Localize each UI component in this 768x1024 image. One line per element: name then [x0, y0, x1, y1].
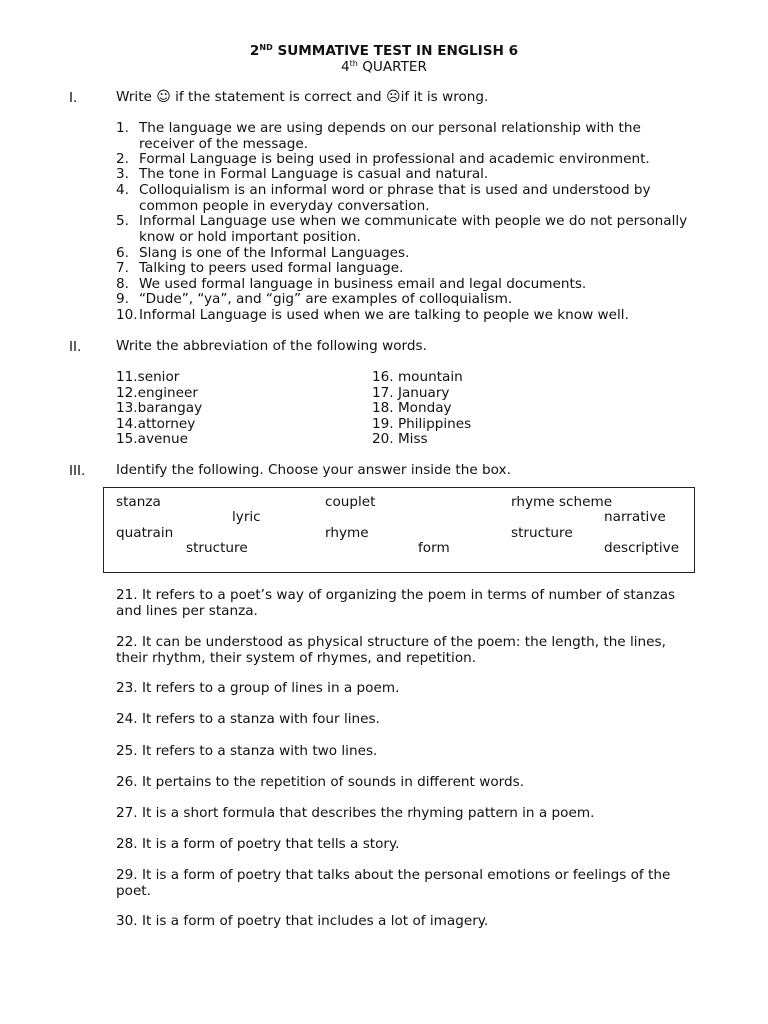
question-line: 25. It refers to a stanza with two lines. [116, 743, 378, 759]
statement-line: know or hold important position. [139, 228, 361, 245]
choice-descriptive: descriptive [604, 540, 680, 556]
statement-line: Talking to peers used formal language. [139, 260, 404, 276]
question-item [116, 712, 716, 728]
smile-icon: ☺ [156, 89, 171, 105]
section-3-instruction: Identify the following. Choose your answer inside the box. [116, 462, 511, 478]
statement-item [139, 308, 629, 324]
item-number: 8. [116, 276, 129, 292]
question-line: 30. It is a form of poetry that includes a lot of imagery. [116, 913, 489, 929]
test-title: 2ND SUMMATIVE TEST IN ENGLISH 6 [249, 43, 519, 59]
statement-line: Formal Language is being used in professional and academic environment. [139, 151, 650, 167]
choice-rhyme-scheme: rhyme scheme [511, 494, 613, 510]
question-line: 24. It refers to a stanza with four lines. [116, 711, 380, 727]
choice-narrative: narrative [604, 509, 666, 525]
frown-icon: ☹ [385, 89, 401, 105]
item-number: 4. [116, 182, 129, 198]
item-number: 10. [116, 307, 138, 323]
question-line: 22. It can be understood as physical structure of the poem: the length, the lines, [116, 634, 666, 650]
question-item [116, 588, 716, 619]
choice-rhyme: rhyme [325, 525, 369, 541]
statement-line: Informal Language is used when we are talking to people we know well. [139, 307, 629, 323]
abbrev-word: 13.barangay [116, 400, 203, 416]
question-item [116, 837, 716, 853]
question-item [116, 775, 716, 791]
question-line: 21. It refers to a poet’s way of organizing the poem in terms of number of stanzas [116, 587, 676, 603]
item-number: 7. [116, 260, 129, 276]
question-item [116, 681, 716, 697]
question-line: poet. [116, 882, 151, 899]
abbrev-word: 11.senior [116, 369, 180, 385]
statement-line: The tone in Formal Language is casual and natural. [139, 166, 489, 182]
choice-stanza: stanza [116, 494, 161, 510]
abbrev-word: 17. January [372, 384, 450, 401]
statement-line: Informal Language use when we communicate with people we do not personally [139, 213, 688, 229]
abbrev-word: 18. Monday [372, 400, 452, 416]
choice-couplet: couplet [325, 494, 376, 510]
question-item [116, 744, 716, 760]
item-number: 1. [116, 120, 129, 136]
item-number: 9. [116, 291, 129, 307]
choice-structure: structure [511, 525, 573, 541]
question-line: 23. It refers to a group of lines in a poem. [116, 680, 400, 696]
item-number: 3. [116, 166, 129, 182]
statement-line: “Dude”, “ya”, and “gig” are examples of colloquialism. [139, 291, 513, 307]
statement-item [139, 167, 488, 183]
question-line: their rhythm, their system of rhymes, and repetition. [116, 649, 477, 666]
choice-form: form [418, 540, 450, 556]
choice-lyric: lyric [232, 509, 261, 525]
section-3-numeral: III. [69, 463, 86, 479]
question-item [116, 806, 716, 822]
question-item [116, 914, 716, 930]
statement-line: Colloquialism is an informal word or phrase that is used and understood by [139, 182, 651, 198]
statement-line: Slang is one of the Informal Languages. [139, 245, 410, 261]
statement-item [139, 292, 512, 308]
abbrev-word: 16. mountain [372, 369, 463, 385]
statement-line: The language we are using depends on our personal relationship with the [139, 120, 641, 136]
question-line: 27. It is a short formula that describes the rhyming pattern in a poem. [116, 805, 595, 821]
question-line: 29. It is a form of poetry that talks about the personal emotions or feelings of the [116, 867, 671, 883]
quarter-label: 4th QUARTER [341, 59, 427, 75]
abbrev-word: 19. Philippines [372, 415, 472, 432]
answer-choices-box [103, 487, 695, 573]
question-item [116, 868, 716, 899]
choice-structure-2: structure [186, 540, 248, 556]
question-line: 26. It pertains to the repetition of sounds in different words. [116, 774, 525, 790]
section-2-instruction: Write the abbreviation of the following words. [116, 338, 427, 354]
section-2-numeral: II. [69, 339, 82, 355]
statement-item [139, 121, 641, 152]
statement-line: receiver of the message. [139, 135, 309, 152]
statement-line: common people in everyday conversation. [139, 197, 430, 214]
statement-item [139, 183, 651, 214]
section-1-numeral: I. [69, 90, 78, 106]
item-number: 5. [116, 213, 129, 229]
abbrev-word: 20. Miss [372, 431, 428, 447]
statement-item [139, 261, 403, 277]
statement-line: We used formal language in business email and legal documents. [139, 276, 587, 292]
question-line: and lines per stanza. [116, 602, 258, 619]
item-number: 2. [116, 151, 129, 167]
question-line: 28. It is a form of poetry that tells a story. [116, 836, 400, 852]
choice-quatrain: quatrain [116, 525, 174, 541]
abbrev-word: 12.engineer [116, 384, 198, 401]
abbrev-word: 15.avenue [116, 431, 188, 447]
section-1-instruction: Write ☺ if the statement is correct and ☹if it is wrong. [116, 89, 489, 105]
question-item [116, 635, 716, 666]
statement-item [139, 214, 687, 245]
item-number: 6. [116, 245, 129, 261]
abbrev-word: 14.attorney [116, 415, 196, 432]
